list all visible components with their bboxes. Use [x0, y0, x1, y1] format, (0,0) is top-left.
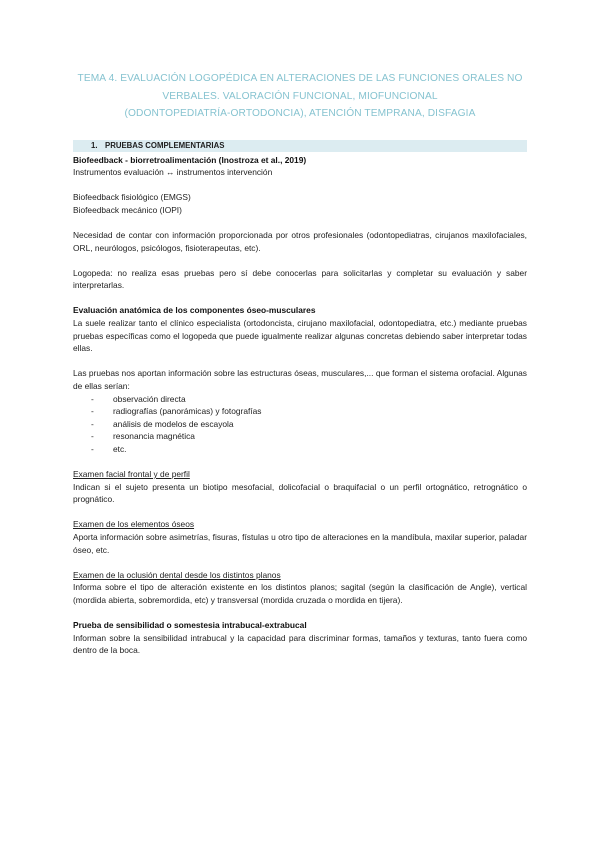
section-number: 1. — [91, 140, 98, 150]
sensibilidad-heading: Prueba de sensibilidad o somestesia intrabucal-extrabucal — [73, 620, 307, 631]
biofeedback-paragraph: Logopeda: no realiza esas pruebas pero sí debe conocerlas para solicitarlas y completar su evaluación y saber interpretarlas. — [73, 267, 527, 291]
biofeedback-line: Biofeedback fisiológico (EMGS) — [73, 192, 191, 203]
anatomica-paragraph: Las pruebas nos aportan información sobre las estructuras óseas, musculares,... que forman el sistema orofacial. Algunas de ellas serían: — [73, 368, 527, 391]
oseos-paragraph: Aporta información sobre asimetrías, fisuras, fístulas u otro tipo de alteraciones en la mandíbula, maxilar superior, paladar óseo, etc. — [73, 532, 527, 555]
section-label: PRUEBAS COMPLEMENTARIAS — [105, 140, 225, 150]
biofeedback-line: Instrumentos evaluación ↔ instrumentos intervención — [73, 167, 273, 178]
document-page — [73, 70, 527, 657]
document-title — [73, 70, 527, 123]
title-line: TEMA 4. EVALUACIÓN LOGOPÉDICA EN ALTERACIONES DE LAS FUNCIONES ORALES NO — [77, 73, 523, 84]
title-line: (ODONTOPEDIATRÍA-ORTODONCIA), ATENCIÓN TEMPRANA, DISFAGIA — [124, 108, 476, 119]
biofeedback-paragraph: Necesidad de contar con información proporcionada por otros profesionales (odontopediatras, cirujanos maxilofaciales, ORL, neurólogos, psicólogos, fisioterapeutas, etc). — [73, 229, 527, 253]
anatomica-heading: Evaluación anatómica de los componentes óseo-musculares — [73, 305, 316, 316]
pruebas-list — [91, 393, 527, 456]
list-item: - análisis de modelos de escayola — [91, 418, 527, 431]
oseos-heading: Examen de los elementos óseos — [73, 519, 195, 530]
list-item: - resonancia magnética — [91, 430, 527, 443]
anatomica-paragraph: La suele realizar tanto el clínico especialista (ortodoncista, cirujano maxilofacial, odontopediatra, etc.) mediante pruebas pruebas específicas como el logopeda que puede igualmente realizar algunas concretas debiendo saber interpretar todas ellas. — [73, 317, 527, 354]
section-heading — [73, 140, 527, 152]
sensibilidad-paragraph: Informan sobre la sensibilidad intrabucal y la capacidad para discriminar formas, tamaños y texturas, tanto fuera como dentro de la boca. — [73, 632, 527, 656]
facial-heading: Examen facial frontal y de perfil — [73, 469, 190, 480]
facial-paragraph: Indican si el sujeto presenta un biotipo mesofacial, dolicofacial o braquifacial o un perfil ortognático, retrognático o prognático. — [73, 481, 527, 505]
list-item: - observación directa — [91, 393, 527, 406]
title-line: VERBALES. VALORACIÓN FUNCIONAL, MIOFUNCIONAL — [162, 90, 438, 102]
biofeedback-line: Biofeedback mecánico (IOPI) — [73, 204, 182, 215]
list-item: - radiografías (panorámicas) y fotografías — [91, 405, 527, 418]
biofeedback-heading: Biofeedback - biorretroalimentación (Inostroza et al., 2019) — [73, 154, 307, 165]
oclusion-heading: Examen de la oclusión dental desde los distintos planos — [73, 569, 281, 580]
list-item: - etc. — [91, 443, 527, 456]
oclusion-paragraph: Informa sobre el tipo de alteración existente en los distintos planos; sagital (según la clasificación de Angle), vertical (mordida abierta, sobremordida, etc) y transversal (mordida cruzada o mordida en tijera). — [73, 582, 527, 605]
